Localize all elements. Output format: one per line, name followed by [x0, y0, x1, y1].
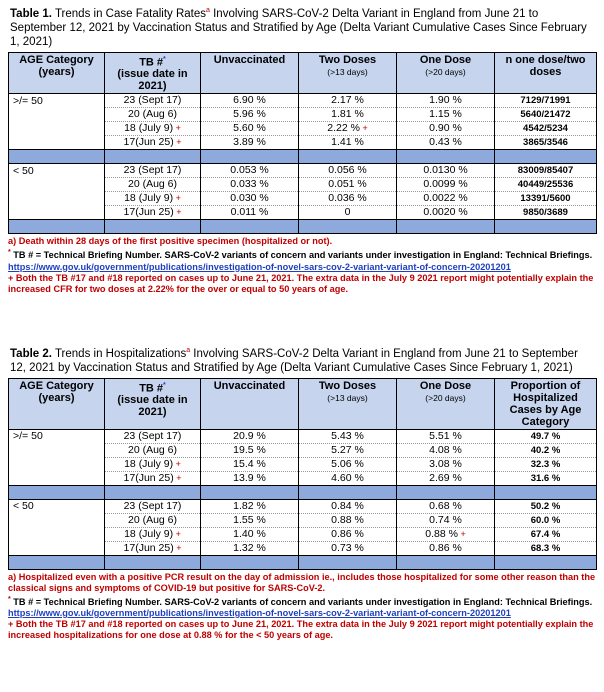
unvaccinated-cell-value: 5.96 %: [233, 108, 266, 121]
one-dose-cell: [397, 108, 495, 122]
last-cell-value: 4542/5234: [523, 123, 568, 135]
header-tb-sub: (issue date in 2021): [117, 394, 188, 419]
unvaccinated-cell: [201, 108, 299, 122]
one-dose-cell: [397, 513, 495, 527]
one-dose-cell-value: 0.0130 %: [423, 164, 468, 177]
last-cell-value: 7129/71991: [520, 95, 571, 107]
unvaccinated-cell-value: 0.011 %: [230, 206, 269, 219]
band-cell: [105, 555, 201, 569]
unvaccinated-cell-value: 0.030 %: [230, 192, 269, 205]
two-doses-cell: [299, 178, 397, 192]
age-cell-value: >/= 50: [13, 94, 43, 107]
unvaccinated-cell-value: 1.55 %: [233, 513, 266, 526]
unvaccinated-cell-value: 3.89 %: [233, 136, 266, 149]
unvaccinated-cell-value: 15.4 %: [233, 457, 266, 470]
age-cell: [9, 178, 105, 192]
last-cell-value: 40449/25536: [517, 179, 574, 191]
one-dose-cell-value: 0.43 %: [429, 136, 462, 149]
unvaccinated-cell-value: 1.82 %: [233, 499, 266, 512]
one-dose-cell-value: 0.0099 %: [423, 178, 468, 191]
age-cell: [9, 206, 105, 220]
header-two-label: Two Doses: [318, 379, 377, 392]
two-doses-cell: [299, 499, 397, 513]
note-link[interactable]: https://www.gov.uk/government/publications/investigation-of-novel-sars-cov-2-variant-variant-of-concern-20201201: [8, 607, 511, 618]
tb-cell: [105, 443, 201, 457]
band-cell: [397, 150, 495, 164]
unvaccinated-cell-value: 1.32 %: [233, 541, 266, 554]
tb-cell-value: 20 (Aug 6): [127, 513, 178, 526]
caption-pre: Trends in Hospitalizations: [51, 347, 187, 360]
two-doses-cell: [299, 443, 397, 457]
one-dose-cell: [397, 94, 495, 108]
two-doses-cell-value: 0.86 %: [331, 527, 364, 540]
one-dose-cell: [397, 443, 495, 457]
two-doses-cell-value: 5.43 %: [331, 429, 364, 442]
two-doses-cell-value: 4.60 %: [331, 471, 364, 484]
one-dose-cell-value: 1.90 %: [429, 94, 462, 107]
band-cell: [105, 220, 201, 234]
header-last: n one dose/two doses: [495, 52, 597, 94]
band-cell: [495, 220, 597, 234]
two-doses-cell: [299, 122, 397, 136]
two-doses-cell: [299, 206, 397, 220]
tb-cell: [105, 541, 201, 555]
note-a: a) Death within 28 days of the first positive specimen (hospitalized or not).: [8, 236, 333, 247]
tb-cell-value: 20 (Aug 6): [127, 108, 178, 121]
last-cell: [495, 457, 597, 471]
age-cell: [9, 122, 105, 136]
header-unvaccinated: Unvaccinated: [201, 52, 299, 94]
one-dose-cell-value: 5.51 %: [429, 429, 462, 442]
age-cell: [9, 108, 105, 122]
one-dose-cell: [397, 429, 495, 443]
table-row: [9, 457, 597, 471]
data-table: [8, 52, 597, 235]
age-cell-value: >/= 50: [13, 430, 43, 443]
band-cell: [495, 150, 597, 164]
band-cell: [105, 150, 201, 164]
separator-band: [9, 220, 597, 234]
last-cell-value: 9850/3689: [523, 207, 568, 219]
unvaccinated-cell: [201, 457, 299, 471]
unvaccinated-cell: [201, 206, 299, 220]
two-doses-cell: [299, 164, 397, 178]
header-one-label: One Dose: [419, 53, 472, 66]
two-doses-cell: [299, 192, 397, 206]
unvaccinated-cell: [201, 471, 299, 485]
table-row: [9, 108, 597, 122]
unvaccinated-cell-value: 0.053 %: [230, 164, 269, 177]
last-cell: [495, 136, 597, 150]
band-cell: [9, 485, 105, 499]
note-star: [8, 594, 596, 619]
table-label: Table 2.: [10, 347, 52, 360]
last-cell-value: 13391/5600: [520, 193, 571, 205]
tb-cell-value: 17(Jun 25): [123, 541, 174, 554]
header-last: Proportion of Hospitalized Cases by Age Category: [495, 378, 597, 429]
tb-cell: [105, 192, 201, 206]
tb-cell-value: 17(Jun 25): [123, 471, 174, 484]
one-dose-cell-value: 0.68 %: [429, 499, 462, 512]
two-doses-cell: [299, 471, 397, 485]
table-row: [9, 443, 597, 457]
header-tb-sup: *: [163, 55, 166, 63]
plus-marker: +: [173, 542, 182, 553]
plus-marker: +: [173, 123, 181, 134]
one-dose-cell: [397, 206, 495, 220]
last-cell-value: 49.7 %: [530, 430, 561, 442]
band-cell: [105, 485, 201, 499]
header-two-doses: [299, 52, 397, 94]
plus-marker: +: [173, 137, 182, 148]
last-cell-value: 83009/85407: [517, 165, 574, 177]
two-doses-cell-value: 1.81 %: [331, 108, 364, 121]
unvaccinated-cell-value: 13.9 %: [233, 471, 266, 484]
last-cell-value: 50.2 %: [530, 500, 561, 512]
band-cell: [397, 485, 495, 499]
band-cell: [397, 220, 495, 234]
one-dose-cell-value: 0.0022 %: [423, 192, 468, 205]
note-star-text: TB # = Technical Briefing Number. SARS-CoV-2 variants of concern and variants under investigation in England: Technical Briefings.: [10, 250, 593, 261]
unvaccinated-cell-value: 1.40 %: [233, 527, 266, 540]
last-cell-value: 3865/3546: [523, 137, 568, 149]
unvaccinated-cell: [201, 136, 299, 150]
header-row: [9, 52, 597, 94]
header-tb-sup: *: [163, 381, 166, 389]
data-table: [8, 378, 597, 570]
age-cell: [9, 513, 105, 527]
age-cell-value: < 50: [13, 164, 34, 177]
plus-marker: +: [173, 472, 182, 483]
separator-band: [9, 485, 597, 499]
tb-cell: [105, 527, 201, 541]
table-row: [9, 429, 597, 443]
header-one-label: One Dose: [419, 379, 472, 392]
table-row: [9, 499, 597, 513]
tb-cell-value: 17(Jun 25): [123, 136, 174, 149]
two-doses-cell-value: 5.06 %: [331, 457, 364, 470]
two-doses-cell: [299, 541, 397, 555]
band-cell: [495, 555, 597, 569]
table-row: [9, 136, 597, 150]
note-link[interactable]: https://www.gov.uk/government/publications/investigation-of-novel-sars-cov-2-variant-variant-of-concern-20201201: [8, 261, 511, 272]
age-cell: [9, 429, 105, 443]
two-doses-cell: [299, 527, 397, 541]
table-row: [9, 206, 597, 220]
one-dose-cell-value: 0.86 %: [429, 541, 462, 554]
two-doses-cell-value: 0.051 %: [328, 178, 367, 191]
table1-section: [8, 4, 596, 295]
unvaccinated-cell-value: 6.90 %: [233, 94, 266, 107]
header-row: [9, 378, 597, 429]
band-cell: [9, 555, 105, 569]
tb-cell: [105, 499, 201, 513]
caption-sup: a: [206, 7, 210, 14]
tb-cell-value: 23 (Sept 17): [123, 499, 182, 512]
two-doses-cell-value: 0.88 %: [331, 513, 364, 526]
unvaccinated-cell: [201, 443, 299, 457]
two-doses-cell-value: 5.27 %: [331, 443, 364, 456]
two-doses-cell: [299, 429, 397, 443]
header-tb-label: TB #: [139, 382, 164, 395]
table-row: [9, 513, 597, 527]
table2-section: [8, 344, 596, 641]
header-one-dose: [397, 52, 495, 94]
tb-cell: [105, 122, 201, 136]
age-cell: [9, 541, 105, 555]
tb-cell: [105, 178, 201, 192]
note-a: a) Hospitalized even with a positive PCR result on the day of admission ie., includes those hospitalized for some other reason than the classical signs and symptoms of COVID-19 but positive for SARS-CoV-2.: [8, 571, 596, 593]
tb-cell-value: 23 (Sept 17): [123, 94, 182, 107]
tb-cell: [105, 471, 201, 485]
tb-cell: [105, 429, 201, 443]
band-cell: [397, 555, 495, 569]
table-caption: [10, 344, 596, 375]
tb-cell-value: 20 (Aug 6): [127, 443, 178, 456]
separator-band: [9, 150, 597, 164]
last-cell: [495, 122, 597, 136]
unvaccinated-cell-value: 20.9 %: [233, 429, 266, 442]
age-cell: [9, 443, 105, 457]
last-cell: [495, 429, 597, 443]
unvaccinated-cell: [201, 541, 299, 555]
last-cell: [495, 108, 597, 122]
header-tb-sub: (issue date in 2021): [117, 68, 188, 93]
one-dose-cell-value: 2.69 %: [429, 471, 462, 484]
tb-cell-value: 23 (Sept 17): [123, 429, 182, 442]
one-dose-cell: [397, 178, 495, 192]
one-dose-cell: [397, 136, 495, 150]
last-cell-value: 32.3 %: [530, 458, 561, 470]
one-dose-cell: [397, 457, 495, 471]
one-dose-cell-value: 1.15 %: [429, 108, 462, 121]
header-tb: [105, 378, 201, 429]
tb-cell: [105, 206, 201, 220]
plus-marker: +: [359, 123, 368, 134]
unvaccinated-cell-value: 0.033 %: [230, 178, 269, 191]
plus-marker: +: [457, 528, 466, 539]
table-caption: [10, 4, 596, 49]
tb-cell-value: 18 (July 9): [124, 122, 174, 135]
two-doses-cell-value: 0: [344, 206, 351, 219]
band-cell: [299, 220, 397, 234]
header-age: AGE Category (years): [9, 52, 105, 94]
one-dose-cell-value: 0.74 %: [429, 513, 462, 526]
last-cell-value: 60.0 %: [530, 514, 561, 526]
header-age: AGE Category (years): [9, 378, 105, 429]
tb-cell-value: 23 (Sept 17): [123, 164, 182, 177]
two-doses-cell-value: 0.036 %: [328, 192, 367, 205]
one-dose-cell: [397, 471, 495, 485]
caption-sup: a: [186, 347, 191, 354]
two-doses-cell: [299, 513, 397, 527]
two-doses-cell-value: 1.41 %: [331, 136, 364, 149]
tb-cell-value: 18 (July 9): [124, 192, 174, 205]
table-row: [9, 541, 597, 555]
last-cell-value: 68.3 %: [530, 542, 561, 554]
unvaccinated-cell: [201, 122, 299, 136]
header-one-sub: (>20 days): [425, 66, 466, 77]
header-two-doses: [299, 378, 397, 429]
table-label: Table 1.: [10, 7, 52, 20]
one-dose-cell-value: 4.08 %: [429, 443, 462, 456]
table-row: [9, 178, 597, 192]
one-dose-cell: [397, 499, 495, 513]
unvaccinated-cell: [201, 94, 299, 108]
unvaccinated-cell: [201, 527, 299, 541]
unvaccinated-cell: [201, 164, 299, 178]
age-cell: [9, 94, 105, 108]
age-cell: [9, 527, 105, 541]
table-row: [9, 94, 597, 108]
last-cell: [495, 206, 597, 220]
note-star-mark: *: [8, 595, 11, 603]
two-doses-cell: [299, 108, 397, 122]
unvaccinated-cell: [201, 499, 299, 513]
header-tb-label: TB #: [139, 56, 164, 69]
separator-band: [9, 555, 597, 569]
table-row: [9, 527, 597, 541]
one-dose-cell: [397, 122, 495, 136]
band-cell: [201, 555, 299, 569]
last-cell: [495, 527, 597, 541]
tb-cell-value: 18 (July 9): [124, 457, 174, 470]
table-row: [9, 122, 597, 136]
two-doses-cell-value: 0.84 %: [331, 499, 364, 512]
band-cell: [299, 150, 397, 164]
unvaccinated-cell: [201, 429, 299, 443]
header-unvaccinated: Unvaccinated: [201, 378, 299, 429]
last-cell-value: 67.4 %: [530, 528, 561, 540]
age-cell: [9, 192, 105, 206]
note-star-text: TB # = Technical Briefing Number. SARS-CoV-2 variants of concern and variants under investigation in England: Technical Briefings.: [10, 596, 593, 607]
tb-cell: [105, 108, 201, 122]
two-doses-cell-value: 0.73 %: [331, 541, 364, 554]
header-one-dose: [397, 378, 495, 429]
note-star: [8, 247, 596, 272]
one-dose-cell: [397, 192, 495, 206]
unvaccinated-cell: [201, 513, 299, 527]
band-cell: [299, 485, 397, 499]
tb-cell-value: 20 (Aug 6): [127, 178, 178, 191]
table-notes: [8, 572, 596, 641]
tb-cell: [105, 457, 201, 471]
header-two-sub: (>13 days): [327, 392, 368, 403]
last-cell: [495, 94, 597, 108]
band-cell: [9, 220, 105, 234]
unvaccinated-cell-value: 19.5 %: [233, 443, 266, 456]
unvaccinated-cell: [201, 192, 299, 206]
age-cell: [9, 164, 105, 178]
two-doses-cell: [299, 94, 397, 108]
two-doses-cell-value: 2.22 %: [327, 122, 360, 135]
plus-marker: +: [173, 207, 182, 218]
header-tb: [105, 52, 201, 94]
age-cell: [9, 457, 105, 471]
band-cell: [9, 150, 105, 164]
last-cell-value: 5640/21472: [520, 109, 571, 121]
tb-cell: [105, 136, 201, 150]
table-row: [9, 192, 597, 206]
plus-marker: +: [173, 193, 181, 204]
note-plus: + Both the TB #17 and #18 reported on cases up to June 21, 2021. The extra data in the July 9 2021 report might potentially explain the increased CFR for two doses at 2.22% for the over or equal to 50 years of age.: [8, 272, 594, 294]
one-dose-cell-value: 0.0020 %: [423, 206, 468, 219]
one-dose-cell: [397, 541, 495, 555]
band-cell: [495, 485, 597, 499]
caption-post: Involving SARS-CoV-2 Delta Variant in England from June 21 to September 12, 2021 by Vaccination Status and Stratified by Age (Delta Variant Cumulative Cases Since February 1, 2021): [10, 347, 578, 374]
plus-marker: +: [173, 528, 181, 539]
last-cell: [495, 443, 597, 457]
header-two-sub: (>13 days): [327, 66, 368, 77]
table-row: [9, 164, 597, 178]
tb-cell: [105, 94, 201, 108]
one-dose-cell-value: 0.88 %: [425, 527, 458, 540]
header-one-sub: (>20 days): [425, 392, 466, 403]
tb-cell: [105, 513, 201, 527]
unvaccinated-cell-value: 5.60 %: [233, 122, 266, 135]
last-cell: [495, 541, 597, 555]
age-cell-value: < 50: [13, 500, 34, 513]
band-cell: [201, 150, 299, 164]
last-cell: [495, 164, 597, 178]
two-doses-cell-value: 0.056 %: [328, 164, 367, 177]
one-dose-cell: [397, 527, 495, 541]
two-doses-cell: [299, 136, 397, 150]
caption-pre: Trends in Case Fatality Rates: [51, 7, 207, 20]
one-dose-cell-value: 0.90 %: [429, 122, 462, 135]
table-row: [9, 471, 597, 485]
table-notes: [8, 236, 596, 294]
tb-cell-value: 18 (July 9): [124, 527, 174, 540]
note-plus: + Both the TB #17 and #18 reported on cases up to June 21, 2021. The extra data in the July 9 2021 report might potentially explain the increased hospitalizations for one dose at 0.88 % for the < 50 years of age.: [8, 618, 594, 640]
tb-cell: [105, 164, 201, 178]
caption-post: Involving SARS-CoV-2 Delta Variant in England from June 21 to September 12, 2021 by Vaccination Status and Stratified by Age (Delta Variant Cumulative Cases Since February 1, 2021): [10, 7, 587, 48]
one-dose-cell: [397, 164, 495, 178]
unvaccinated-cell: [201, 178, 299, 192]
note-star-mark: *: [8, 249, 11, 257]
two-doses-cell: [299, 457, 397, 471]
band-cell: [201, 220, 299, 234]
last-cell: [495, 499, 597, 513]
age-cell: [9, 499, 105, 513]
header-two-label: Two Doses: [318, 53, 377, 66]
band-cell: [201, 485, 299, 499]
age-cell: [9, 471, 105, 485]
age-cell: [9, 136, 105, 150]
one-dose-cell-value: 3.08 %: [429, 457, 462, 470]
tb-cell-value: 17(Jun 25): [123, 206, 174, 219]
last-cell: [495, 471, 597, 485]
two-doses-cell-value: 2.17 %: [331, 94, 364, 107]
last-cell-value: 40.2 %: [530, 444, 561, 456]
last-cell: [495, 513, 597, 527]
last-cell: [495, 178, 597, 192]
last-cell-value: 31.6 %: [530, 472, 561, 484]
plus-marker: +: [173, 458, 181, 469]
last-cell: [495, 192, 597, 206]
band-cell: [299, 555, 397, 569]
